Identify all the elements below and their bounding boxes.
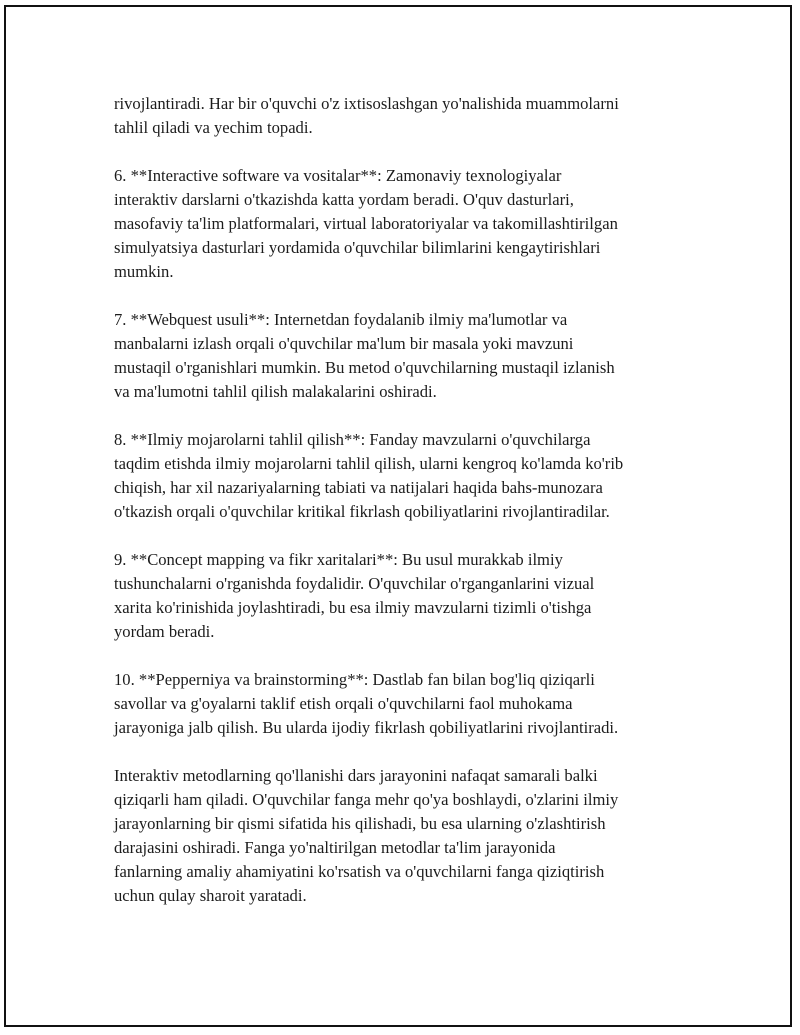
text-line: mumkin. (114, 262, 174, 281)
text-line: 6. **Interactive software va vositalar**: Zamonaviy texnologiyalar (114, 166, 562, 185)
paragraph-continuation (114, 92, 704, 140)
text-line: mustaqil o'rganishlari mumkin. Bu metod o'quvchilarning mustaqil izlanish (114, 358, 615, 377)
paragraph-item-6 (114, 164, 704, 284)
text-line: interaktiv darslarni o'tkazishda katta yordam beradi. O'quv dasturlari, (114, 190, 574, 209)
text-line: fanlarning amaliy ahamiyatini ko'rsatish va o'quvchilarni fanga qiziqtirish (114, 862, 605, 881)
text-line: chiqish, har xil nazariyalarning tabiati va natijalari haqida bahs-munozara (114, 478, 603, 497)
paragraph-item-8 (114, 428, 704, 524)
text-line: xarita ko'rinishida joylashtiradi, bu esa ilmiy mavzularni tizimli o'tishga (114, 598, 592, 617)
paragraph-item-10 (114, 668, 704, 740)
text-line: 10. **Pepperniya va brainstorming**: Dastlab fan bilan bog'liq qiziqarli (114, 670, 595, 689)
paragraph-item-7 (114, 308, 704, 404)
text-line: yordam beradi. (114, 622, 215, 641)
text-line: darajasini oshiradi. Fanga yo'naltirilgan metodlar ta'lim jarayonida (114, 838, 556, 857)
text-line: o'tkazish orqali o'quvchilar kritikal fikrlash qobiliyatlarini rivojlantiradilar. (114, 502, 610, 521)
text-line: savollar va g'oyalarni taklif etish orqali o'quvchilarni faol muhokama (114, 694, 573, 713)
text-line: rivojlantiradi. Har bir o'quvchi o'z ixtisoslashgan yo'nalishida muammolarni (114, 94, 619, 113)
text-line: manbalarni izlash orqali o'quvchilar ma'lum bir masala yoki mavzuni (114, 334, 574, 353)
text-line: va ma'lumotni tahlil qilish malakalarini oshiradi. (114, 382, 437, 401)
text-line: taqdim etishda ilmiy mojarolarni tahlil qilish, ularni kengroq ko'lamda ko'rib (114, 454, 624, 473)
text-line: 7. **Webquest usuli**: Internetdan foydalanib ilmiy ma'lumotlar va (114, 310, 568, 329)
text-line: qiziqarli ham qiladi. O'quvchilar fanga mehr qo'ya boshlaydi, o'zlarini ilmiy (114, 790, 619, 809)
paragraph-conclusion (114, 764, 704, 908)
text-line: tushunchalarni o'rganishda foydalidir. O'quvchilar o'rganganlarini vizual (114, 574, 595, 593)
document-body (114, 92, 704, 908)
text-line: 9. **Concept mapping va fikr xaritalari**: Bu usul murakkab ilmiy (114, 550, 563, 569)
text-line: uchun qulay sharoit yaratadi. (114, 886, 307, 905)
paragraph-item-9 (114, 548, 704, 644)
text-line: tahlil qiladi va yechim topadi. (114, 118, 313, 137)
text-line: Interaktiv metodlarning qo'llanishi dars jarayonini nafaqat samarali balki (114, 766, 598, 785)
text-line: simulyatsiya dasturlari yordamida o'quvchilar bilimlarini kengaytirishlari (114, 238, 601, 257)
text-line: masofaviy ta'lim platformalari, virtual laboratoriyalar va takomillashtirilgan (114, 214, 618, 233)
text-line: 8. **Ilmiy mojarolarni tahlil qilish**: Fanday mavzularni o'quvchilarga (114, 430, 591, 449)
text-line: jarayonlarning bir qismi sifatida his qilishadi, bu esa ularning o'zlashtirish (114, 814, 606, 833)
text-line: jarayoniga jalb qilish. Bu ularda ijodiy fikrlash qobiliyatlarini rivojlantiradi. (114, 718, 619, 737)
